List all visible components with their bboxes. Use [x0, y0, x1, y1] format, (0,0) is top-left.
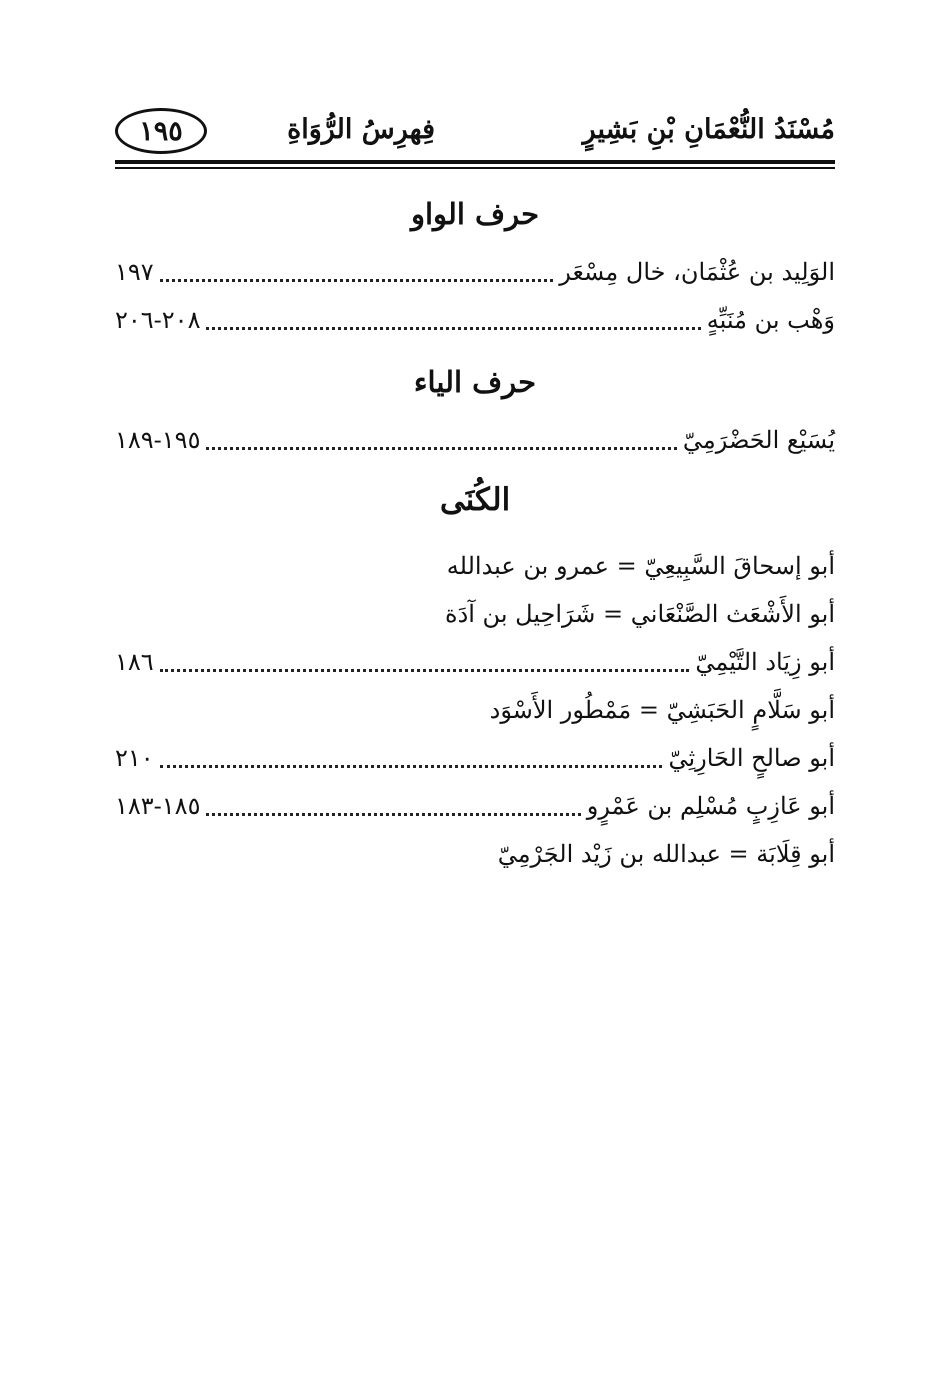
index-entry — [115, 416, 835, 464]
page-ref: ١٨٦ — [115, 648, 154, 676]
page-ref: ١٩٥-١٨٩ — [115, 426, 201, 454]
leader-dots — [160, 279, 554, 282]
narrator-name: أبو قِلَابَة = عبدالله بن زَيْد الجَرْمِيّ — [497, 840, 835, 868]
index-entry — [115, 296, 835, 344]
index-entry — [115, 638, 835, 686]
index-entry — [115, 590, 835, 638]
page-ref: ٢١٠ — [115, 744, 154, 772]
leader-dots — [206, 813, 580, 816]
header-rule-thick — [115, 160, 835, 164]
leader-dots — [160, 765, 663, 768]
narrator-name: أبو سَلَّامٍ الحَبَشِيّ = مَمْطُور الأَسْوَد — [489, 696, 835, 724]
narrator-name: أبو الأَشْعَث الصَّنْعَاني = شَرَاحِيل بن آدَة — [445, 600, 835, 628]
index-entry — [115, 542, 835, 590]
running-header — [115, 108, 835, 160]
section-heading-ya: حرف الياء — [413, 365, 537, 399]
narrator-name: أبو زِيَاد التَّيْمِيّ — [695, 648, 835, 676]
narrator-name: يُسَيْع الحَضْرَمِيّ — [682, 426, 835, 454]
index-content — [115, 190, 835, 878]
index-entry — [115, 686, 835, 734]
page-ref: ٢٠٨-٢٠٦ — [115, 306, 201, 334]
page-number: ١٩٥ — [115, 108, 207, 154]
narrator-name: وَهْب بن مُنَبِّهٍ — [706, 306, 835, 334]
index-entry — [115, 734, 835, 782]
section-heading-waw: حرف الواو — [410, 197, 540, 231]
leader-dots — [160, 669, 690, 672]
index-entry — [115, 248, 835, 296]
narrator-name: أبو عَازِبٍ مُسْلِم بن عَمْرٍو — [586, 792, 835, 820]
header-rule-thin — [115, 167, 835, 169]
page-ref: ١٩٧ — [115, 258, 154, 286]
book-title: مُسْنَدُ النُّعْمَانِ بْنِ بَشِيرٍ — [582, 114, 835, 145]
index-entry — [115, 782, 835, 830]
section-heading-kuna: الكُنَى — [439, 482, 511, 518]
narrator-name: أبو إسحاقَ السَّبِيعِيّ = عمرو بن عبدالله — [446, 552, 835, 580]
section-title: فِهرِسُ الرُّوَاةِ — [287, 114, 435, 145]
narrator-name: الوَلِيد بن عُثْمَان، خال مِسْعَر — [559, 258, 835, 286]
page-ref: ١٨٥-١٨٣ — [115, 792, 201, 820]
narrator-name: أبو صالحٍ الحَارِثِيّ — [668, 744, 835, 772]
leader-dots — [206, 327, 700, 330]
leader-dots — [206, 447, 676, 450]
index-entry — [115, 830, 835, 878]
